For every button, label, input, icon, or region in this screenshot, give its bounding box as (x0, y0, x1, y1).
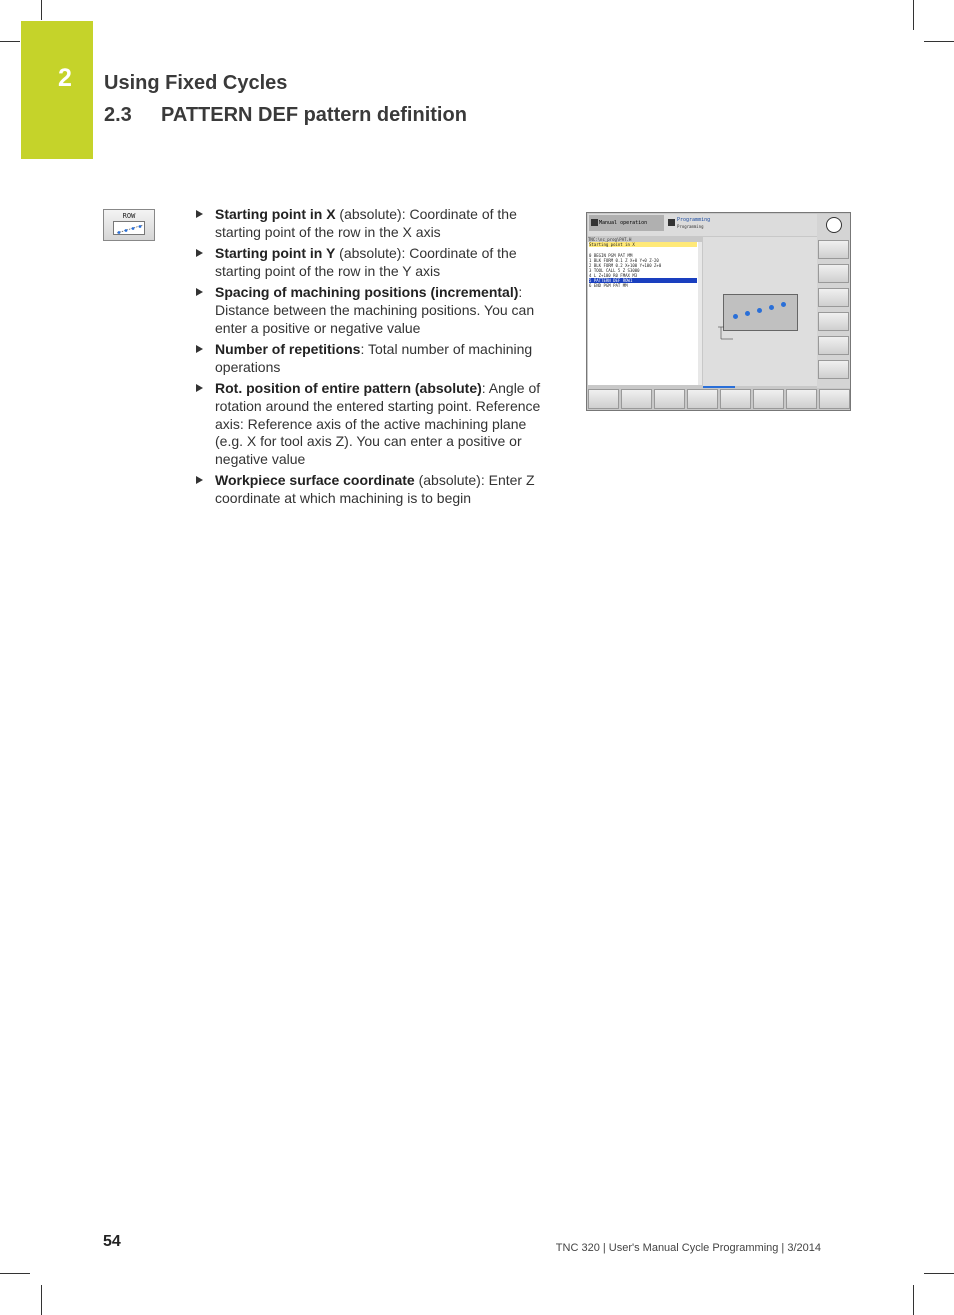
program-line: 1 BLK FORM 0.1 Z X+0 Y+0 Z-20 (589, 258, 659, 263)
program-line: 2 BLK FORM 0.2 X+100 Y+100 Z+0 (589, 263, 662, 268)
parameter-list (196, 206, 556, 512)
horizontal-softkey[interactable] (588, 389, 619, 409)
horizontal-softkey[interactable] (687, 389, 718, 409)
list-item: Starting point in X (absolute): Coordinate of the starting point of the row in the X axis (196, 206, 556, 241)
horizontal-softkey[interactable] (753, 389, 784, 409)
position-dot (769, 305, 774, 310)
crop-mark (924, 41, 954, 42)
section-number: 2.3 (104, 104, 132, 126)
softkey-label: ROW (122, 212, 136, 220)
programming-mode: Programming Programming (668, 215, 808, 231)
manual-operation-mode: Manual operation (589, 215, 664, 231)
vertical-softkey[interactable] (818, 336, 849, 355)
crop-mark (0, 41, 20, 42)
horizontal-softkey[interactable] (654, 389, 685, 409)
section-title (104, 104, 467, 127)
program-line: 0 BEGIN PGM PAT MM (589, 253, 633, 258)
page-number: 54 (103, 1233, 121, 1250)
program-line: 4 L Z+100 R0 FMAX M3 (589, 273, 638, 278)
horizontal-softkey[interactable] (621, 389, 652, 409)
chapter-tab (21, 21, 93, 159)
horizontal-softkey[interactable] (819, 389, 850, 409)
list-item: Starting point in Y (absolute): Coordinate of the starting point of the row in the Y axis (196, 245, 556, 280)
crop-mark (41, 0, 42, 20)
clock-icon (826, 217, 842, 233)
vertical-softkey-bar (817, 214, 850, 388)
chapter-title: Using Fixed Cycles (104, 72, 288, 94)
position-dot (757, 308, 762, 313)
crop-mark (913, 0, 914, 30)
vertical-softkey[interactable] (818, 240, 849, 259)
list-item: Workpiece surface coordinate (absolute): Enter Z coordinate at which machining is to begin (196, 472, 556, 507)
program-line-active: 5 PATTERN DEF ROW1 (589, 278, 697, 283)
section-name: PATTERN DEF pattern definition (161, 104, 467, 126)
horizontal-softkey-bar (588, 389, 850, 410)
datum-icon (717, 323, 737, 343)
position-dot (781, 302, 786, 307)
program-path: TNC:\nc_prog\PAT.H (588, 237, 632, 242)
program-window (588, 242, 698, 385)
vertical-softkey[interactable] (818, 264, 849, 283)
program-line: 6 END PGM PAT MM (589, 283, 628, 288)
hand-icon (591, 219, 598, 226)
program-icon (668, 219, 675, 226)
program-scrollbar (698, 242, 702, 385)
row-pattern-icon (113, 221, 145, 235)
crop-mark (41, 1285, 42, 1315)
list-item: Rot. position of entire pattern (absolute): Angle of rotation around the entered starting point. Reference axis: Reference axis of the active machining plane (e.g. X for tool axis Z). You can enter a positive or negative value (196, 380, 556, 468)
tnc-screen (586, 212, 851, 411)
program-line: 3 TOOL CALL 5 Z S3000 (589, 268, 640, 273)
list-item: Number of repetitions: Total number of machining operations (196, 341, 556, 376)
vertical-softkey[interactable] (818, 360, 849, 379)
row-softkey (103, 209, 155, 241)
horizontal-softkey[interactable] (786, 389, 817, 409)
crop-mark (913, 1285, 914, 1315)
crop-mark (924, 1273, 954, 1274)
vertical-softkey[interactable] (818, 312, 849, 331)
dialog-prompt: Starting point in X (589, 242, 697, 247)
graphics-preview (703, 237, 817, 386)
list-item: Spacing of machining positions (incremental): Distance between the machining positions. You can enter a positive or negative value (196, 284, 556, 337)
position-dot (733, 314, 738, 319)
mode-bar (588, 214, 817, 236)
position-dot (745, 311, 750, 316)
progress-indicator (703, 386, 735, 388)
horizontal-softkey[interactable] (720, 389, 751, 409)
chapter-number: 2 (58, 64, 72, 92)
vertical-softkey[interactable] (818, 288, 849, 307)
footer-text: TNC 320 | User's Manual Cycle Programming | 3/2014 (555, 1242, 821, 1254)
crop-mark (0, 1273, 30, 1274)
